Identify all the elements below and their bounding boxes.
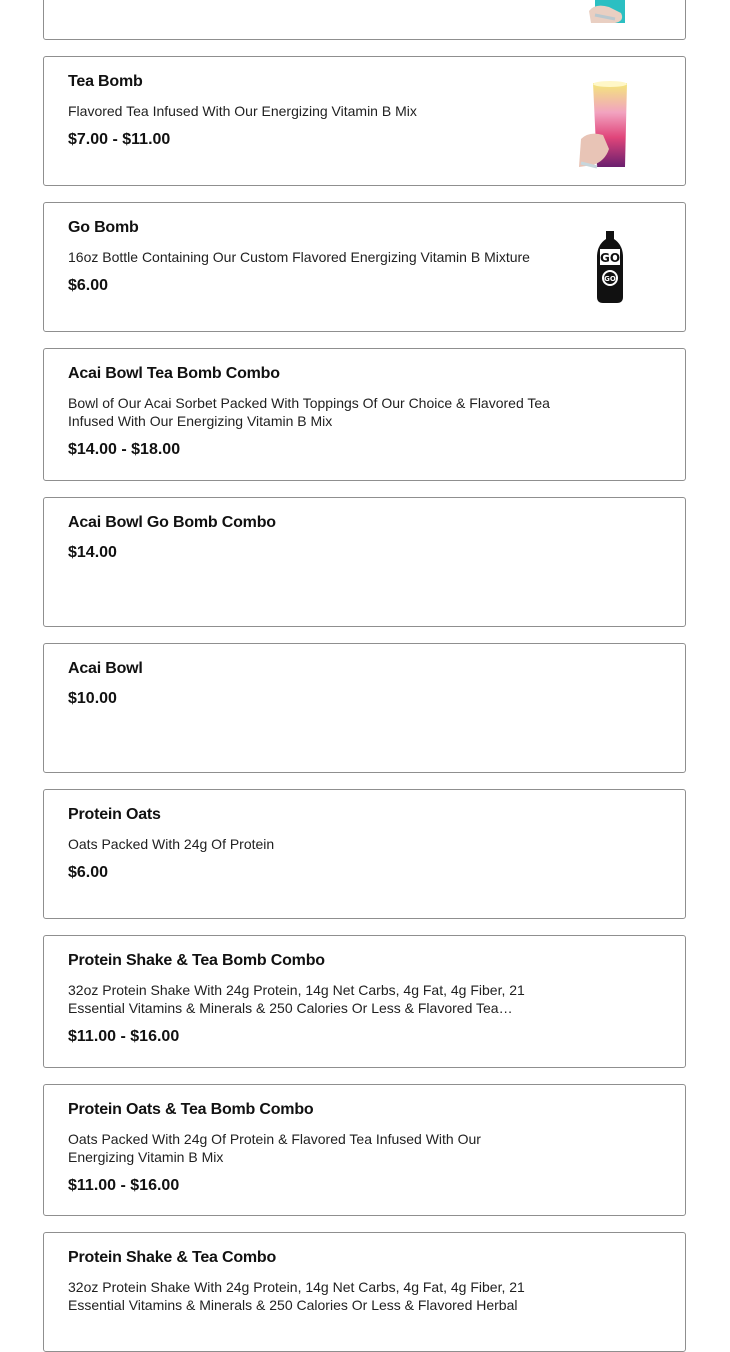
menu-item-content bbox=[68, 1248, 538, 1314]
menu-item-card[interactable] bbox=[43, 202, 686, 332]
menu-item-price: $14.00 bbox=[68, 544, 117, 561]
menu-item-content bbox=[68, 1100, 518, 1196]
menu-item-card[interactable] bbox=[43, 935, 686, 1068]
menu-item-card[interactable] bbox=[43, 56, 686, 186]
menu-item-content bbox=[68, 218, 568, 296]
menu-item-name: Protein Shake & Tea Combo bbox=[68, 1249, 277, 1266]
menu-item-description: Flavored Tea Infused With Our Energizing Vitamin B Mix bbox=[68, 103, 417, 119]
menu-item-price: $14.00 - $18.00 bbox=[68, 441, 181, 458]
menu-item-card[interactable] bbox=[43, 0, 686, 40]
cup-in-hand-icon bbox=[575, 0, 645, 23]
go-bomb-bottle-icon bbox=[575, 225, 645, 315]
menu-item-name: Go Bomb bbox=[68, 219, 139, 236]
menu-item-card[interactable] bbox=[43, 497, 686, 627]
menu-item-description: Bowl of Our Acai Sorbet Packed With Toppings Of Our Choice & Flavored Tea Infused With Our Energizing Vitamin B Mix bbox=[68, 395, 550, 429]
menu-item-price: $10.00 bbox=[68, 690, 117, 707]
menu-item-price: $6.00 bbox=[68, 864, 109, 881]
menu-item-price: $11.00 - $16.00 bbox=[68, 1028, 180, 1045]
menu-item-content bbox=[68, 659, 548, 709]
menu-item-name: Protein Oats bbox=[68, 806, 161, 823]
menu-item-description: 32oz Protein Shake With 24g Protein, 14g Net Carbs, 4g Fat, 4g Fiber, 21 Essential Vitamins & Minerals & 250 Calories Or Less & Flavored Herbal bbox=[68, 1279, 525, 1313]
svg-text:GO: GO bbox=[604, 275, 616, 283]
menu-item-card[interactable] bbox=[43, 789, 686, 919]
menu-item-description: 32oz Protein Shake With 24g Protein, 14g Net Carbs, 4g Fat, 4g Fiber, 21 Essential Vitamins & Minerals & 250 Calories Or Less & Flavored Tea bbox=[68, 982, 525, 1016]
menu-item-price: $11.00 - $16.00 bbox=[68, 1177, 180, 1194]
tea-bomb-cup-icon bbox=[575, 79, 645, 169]
menu-item-price: $6.00 bbox=[68, 277, 109, 294]
menu-item-name: Acai Bowl Go Bomb Combo bbox=[68, 514, 276, 531]
menu-item-card[interactable] bbox=[43, 643, 686, 773]
svg-text:GO: GO bbox=[599, 251, 621, 265]
menu-item-card[interactable] bbox=[43, 348, 686, 481]
menu-item-card[interactable] bbox=[43, 1084, 686, 1216]
menu-item-name: Tea Bomb bbox=[68, 73, 143, 90]
menu-item-name: Protein Shake & Tea Bomb Combo bbox=[68, 952, 325, 969]
menu-item-name: Acai Bowl Tea Bomb Combo bbox=[68, 365, 280, 382]
menu-item-card[interactable] bbox=[43, 1232, 686, 1352]
menu-item-name: Acai Bowl bbox=[68, 660, 143, 677]
menu-item-content bbox=[68, 513, 548, 563]
menu-item-content bbox=[68, 364, 568, 460]
menu-item-description: 16oz Bottle Containing Our Custom Flavored Energizing Vitamin B Mixture bbox=[68, 249, 530, 265]
menu-item-price: $7.00 - $11.00 bbox=[68, 131, 171, 148]
menu-item-description: Oats Packed With 24g Of Protein bbox=[68, 836, 275, 852]
menu-item-content bbox=[68, 72, 548, 150]
menu-item-content bbox=[68, 805, 548, 883]
menu-item-description: Oats Packed With 24g Of Protein & Flavored Tea Infused With Our Energizing Vitamin B Mix bbox=[68, 1131, 481, 1165]
menu-item-name: Protein Oats & Tea Bomb Combo bbox=[68, 1101, 314, 1118]
menu-item-content bbox=[68, 951, 538, 1047]
